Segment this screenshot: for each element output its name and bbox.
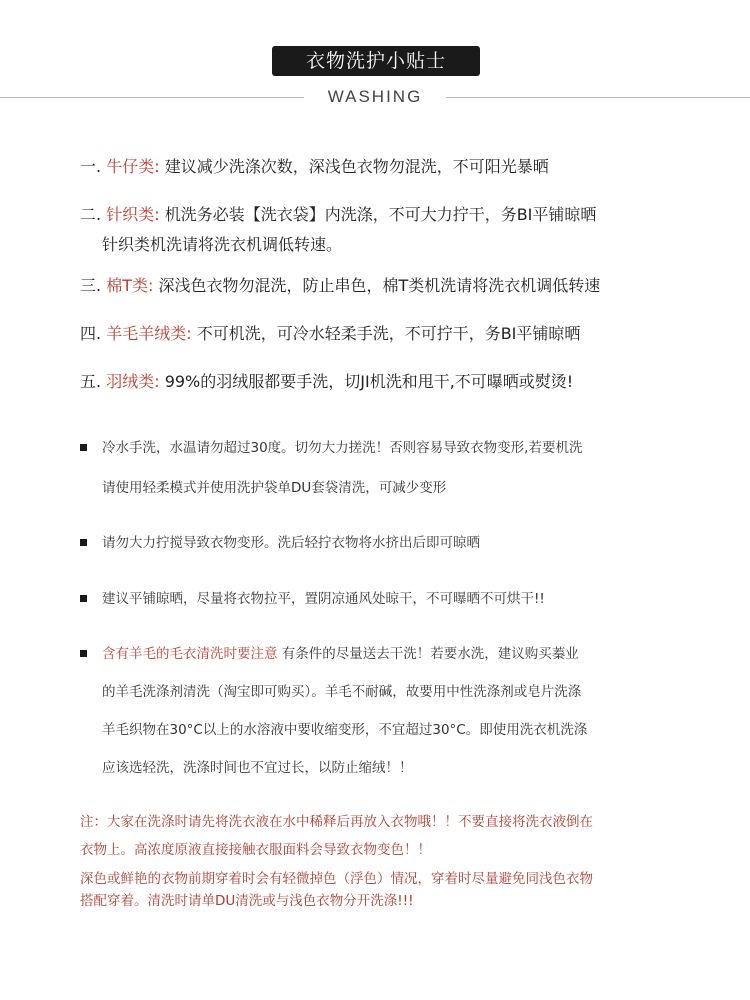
tip-line [80,635,587,673]
category-number: 四. [80,324,102,343]
category-number: 三. [80,276,102,295]
tip-line-rest: 有条件的尽量送去干洗！若要水洗，建议购买蓁业 [281,646,579,662]
category-number: 五. [80,372,102,391]
bullet-square-icon [80,444,87,451]
divider-right [446,97,750,98]
category-cotton-t [80,271,600,301]
category-label: 针织类: [106,205,160,224]
divider-left [0,97,304,98]
note-dilute-detergent [80,808,593,864]
tip-line: 冷水手洗，水温请勿超过30度。切勿大力搓洗！否则容易导致衣物变形,若要机洗 [102,440,583,456]
category-label: 羽绒类: [106,372,160,391]
tip-line: 请使用轻柔模式并使用洗护袋单DU套袋清洗，可减少变形 [102,480,447,496]
note-line: 深色或鲜艳的衣物前期穿着时会有轻微掉色（浮色）情况，穿着时尽量避免同浅色衣物 [80,871,593,887]
tip-line: 的羊毛洗涤剂清洗（淘宝即可购买）。羊毛不耐碱，故要用中性洗涤剂或皂片洗涤 [102,684,582,700]
category-denim [80,152,549,182]
bullet-square-icon [80,595,87,602]
tip-bullet-3 [80,584,545,614]
tip-bullet-1 [80,428,582,508]
category-label: 羊毛羊绒类: [106,324,192,343]
tip-bullet-2 [80,528,480,558]
category-number: 二. [80,205,102,224]
category-knit [80,200,596,260]
category-text: 99%的羽绒服都要手洗，切JI机洗和甩干,不可曝晒或熨烫! [164,372,574,391]
category-down [80,367,573,397]
category-number: 一. [80,157,102,176]
note-line: 搭配穿着。清洗时请单DU清洗或与浅色衣物分开洗涤!!! [80,893,414,909]
tip-line: 请勿大力拧搅导致衣物变形。洗后轻拧衣物将水挤出后即可晾晒 [102,535,480,551]
tip-bullet-4 [80,635,587,787]
category-text: 不可机洗，可冷水轻柔手洗，不可拧干，务BI平铺晾晒 [196,324,581,343]
category-text-continued: 针织类机洗请将洗衣机调低转速。 [102,235,343,254]
page-title: 衣物洗护小贴士 [272,46,480,76]
category-text: 深浅色衣物勿混洗，防止串色，棉T类机洗请将洗衣机调低转速 [158,276,601,295]
tip-line: 应该选轻洗，洗涤时间也不宜过长，以防止缩绒！！ [102,760,413,776]
tip-line: 建议平铺晾晒，尽量将衣物拉平，置阴凉通风处晾干，不可曝晒不可烘干!! [102,591,545,607]
category-label: 棉T类: [106,276,154,295]
bullet-square-icon [80,539,87,546]
category-text: 机洗务必装【洗衣袋】内洗涤，不可大力拧干，务BI平铺晾晒 [164,205,597,224]
category-wool [80,319,580,349]
tip-line: 羊毛织物在30°C以上的水溶液中要收缩变形，不宜超过30°C。即使用洗衣机洗涤 [102,722,588,738]
note-line: 衣物上。高浓度原液直接接触衣服面料会导致衣物变色！！ [80,842,431,858]
wool-warning-highlight: 含有羊毛的毛衣清洗时要注意 [102,646,278,662]
category-text: 建议减少洗涤次数，深浅色衣物勿混洗，不可阳光暴晒 [164,157,549,176]
page-subtitle: WASHING [327,87,423,106]
bullet-square-icon [80,650,87,657]
note-line: 注：大家在洗涤时请先将洗衣液在水中稀释后再放入衣物哦！！不要直接将洗衣液倒在 [80,814,593,830]
note-color-bleed [80,868,593,912]
category-label: 牛仔类: [106,157,160,176]
